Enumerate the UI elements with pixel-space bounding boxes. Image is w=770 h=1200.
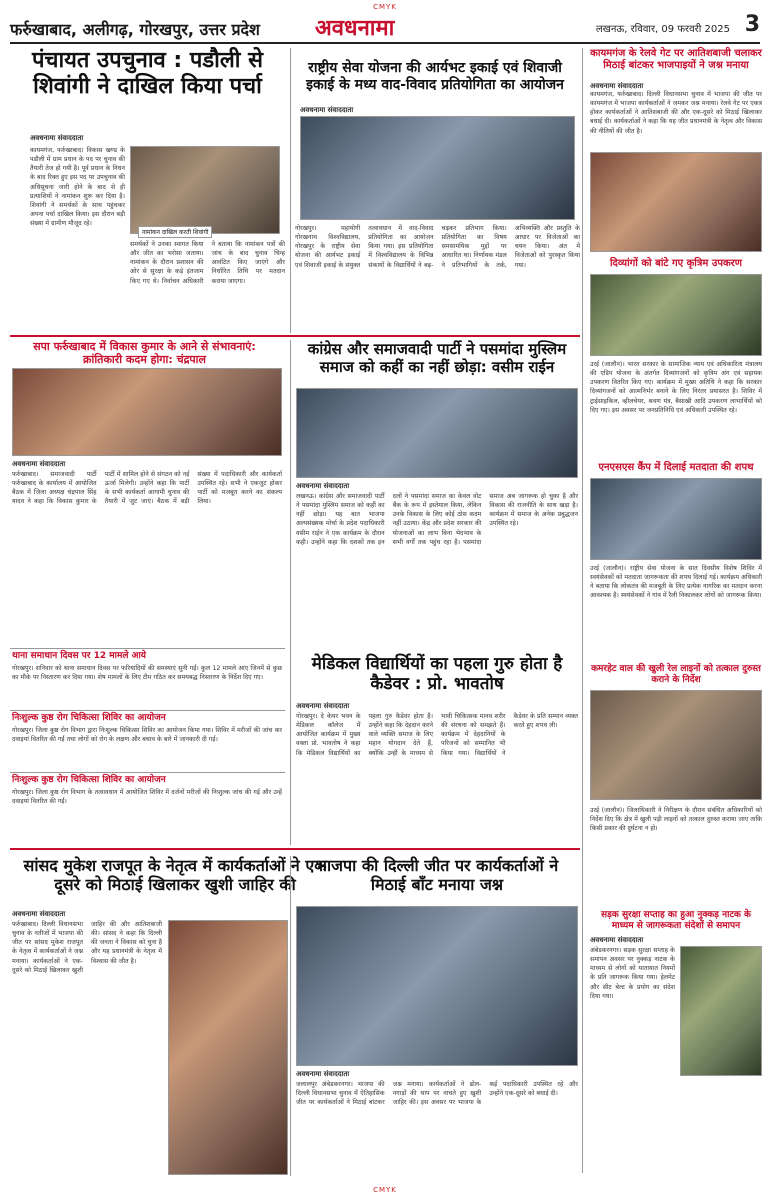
byline-a13: अवधनामा संवाददाता [12, 910, 66, 918]
byline-a3: अवधनामा संवाददाता [590, 82, 644, 90]
article-a15-text: अंबेडकरनगर। सड़क सुरक्षा सप्ताह के समापन अवसर पर नुक्कड़ नाटक के माध्यम से लोगों को यातायात नियमों के प्रति जागरूक किया गया। हेलमेट और सीट बेल्ट के प्रयोग का संदेश दिया गया। [590, 947, 675, 1000]
column-divider [290, 48, 291, 333]
headline-a7: एनएसएस कैंप में दिलाई मतदाता की शपथ [598, 462, 754, 473]
article-a3-text: कायमगंज, फर्रुखाबाद। दिल्ली विधानसभा चुनाव में भाजपा की जीत पर कायमगंज में भाजपा कार्यकर्ताओं ने जमकर जश्न मनाया। रेलवे गेट पर एकत्र होकर कार्यकर्ताओं ने आतिशबाजी की और एक-दूसरे को मिठाई खिलाकर बधाई दी। कार्यकर्ताओं ने कहा कि यह जीत प्रधानमंत्री के नेतृत्व और विकास की नीतियों की जीत है। [590, 91, 762, 135]
article-a14-photo [296, 906, 578, 1066]
byline-a15: अवधनामा संवाददाता [590, 936, 644, 944]
section-divider [10, 335, 580, 337]
article-a4-text: उरई (जालौन)। भारत सरकार के सामाजिक न्याय एवं अधिकारिता मंत्रालय की एडिप योजना के अंतर्गत दिव्यांगजनों को कृत्रिम अंग एवं सहायक उपकरण वितरित किए गए। कार्यक्रम में मुख्य अतिथि ने कहा कि सरकार दिव्यांगजनों को आत्मनिर्भर बनाने के लिए निरंतर प्रयासरत है। शिविर में ट्राईसाइकिल, व्हीलचेयर, श्रवण यंत्र, बैसाखी आदि उपकरण लाभार्थियों को दिए गए। इस अवसर पर जनप्रतिनिधि एवं अधिकारी उपस्थित रहे। [590, 361, 762, 414]
headline-a6: कांग्रेस और समाजवादी पार्टी ने पसमांदा मुस्लिम समाज को कहीं का नहीं छोड़ा: वसीम राईन [307, 340, 567, 376]
article-a12-text: उरई (जालौन)। जिलाधिकारी ने निरीक्षण के दौरान संबंधित अधिकारियों को निर्देश दिए कि क्षेत्र में खुली पड़ी लाइनों को तत्काल दुरुस्त कराया जाए ताकि किसी प्रकार की दुर्घटना न हो। [590, 807, 762, 833]
page-number: 3 [744, 12, 760, 37]
article-a2-text: गोरखपुर। महायोगी गोरखनाथ विश्वविद्यालय, गोरखपुर के राष्ट्रीय सेवा योजना की आर्यभट इकाई एवं शिवाजी इकाई के संयुक्त तत्वावधान में वाद-विवाद प्रतियोगिता का आयोजन किया गया। इस प्रतियोगिता में विश्वविद्यालय के विभिन्न संकायों के विद्यार्थियों ने बढ़-चढ़कर प्रतिभाग किया। प्रतियोगिता का विषय समसामयिक मुद्दों पर आधारित था। निर्णायक मंडल ने प्रतिभागियों के तर्क, अभिव्यक्ति और प्रस्तुति के आधार पर विजेताओं का चयन किया। अंत में विजेताओं को पुरस्कृत किया गया। [295, 225, 580, 269]
article-a7-photo [590, 478, 762, 560]
article-a14-text: जलालपुर अंबेडकरनगर। भाजपा की दिल्ली विधानसभा चुनाव में ऐतिहासिक जीत पर कार्यकर्ताओं ने मिठाई बांटकर जश्न मनाया। कार्यकर्ताओं ने ढोल-नगाड़ों की थाप पर नाचते हुए खुशी जाहिर की। इस अवसर पर भाजपा के कई पदाधिकारी उपस्थित रहे और उन्होंने एक-दूसरे को बधाई दी। [296, 1081, 578, 1107]
headline-a2: राष्ट्रीय सेवा योजना की आर्यभट इकाई एवं शिवाजी इकाई के मध्य वाद-विवाद प्रतियोगिता का आयोजन [306, 60, 564, 93]
article-a3-photo [590, 152, 762, 252]
article-a11-text: गोरखपुर। जिला कुष्ठ रोग विभाग के तत्वावधान में आयोजित शिविर में दर्जनों मरीजों की निःशुल्क जांच की गई और उन्हें दवाइयां वितरित की गईं। [12, 789, 282, 806]
article-a1-photo [130, 146, 280, 234]
headline-a12: कमरहेट वाल की खुली रेल लाइनों को तत्काल दुरुस्त कराने के निर्देश [591, 664, 761, 685]
article-a7-text: उरई (जालौन)। राष्ट्रीय सेवा योजना के सात दिवसीय विशेष शिविर में स्वयंसेवकों को मतदाता जागरूकता की शपथ दिलाई गई। कार्यक्रम अधिकारी ने बताया कि लोकतंत्र की मजबूती के लिए प्रत्येक नागरिक का मतदान करना आवश्यक है। स्वयंसेवकों ने गांव में रैली निकालकर लोगों को जागरूक किया। [590, 565, 762, 600]
headline-a9: निःशुल्क कुष्ठ रोग चिकित्सा शिविर का आयोजन [12, 713, 166, 723]
headline-a5: सपा फर्रुखाबाद में विकास कुमार के आने से संभावनाएं: क्रांतिकारी कदम होगा: चंद्रपाल [33, 340, 256, 367]
section-divider [10, 772, 285, 773]
headline-a15: सड़क सुरक्षा सप्ताह का हुआ नुक्कड़ नाटक के माध्यम से जागरूकता संदेशों से समापन [601, 910, 751, 931]
masthead-cities: फर्रुखाबाद, अलीगढ़, गोरखपुर, उत्तर प्रदेश [10, 20, 260, 39]
byline-a14: अवधनामा संवाददाता [296, 1070, 350, 1078]
article-a6-photo [296, 388, 578, 478]
article-a9-text: गोरखपुर। जिला कुष्ठ रोग विभाग द्वारा निःशुल्क चिकित्सा शिविर का आयोजन किया गया। शिविर में मरीजों की जांच कर दवाइयां वितरित की गईं तथा लोगों को रोग के लक्षण और बचाव के बारे में जानकारी दी गई। [12, 727, 282, 744]
print-mark-top: CMYK [373, 3, 397, 11]
section-divider [10, 710, 285, 711]
article-a1-text-right: समर्थकों ने उनका स्वागत किया और जीत का भरोसा जताया। नामांकन के दौरान प्रशासन की ओर से सुरक्षा के कड़े इंतजाम किए गए थे। निर्वाचन अधिकारी ने बताया कि नामांकन पत्रों की जांच के बाद चुनाव चिन्ह आवंटित किए जाएंगे और निर्धारित तिथि पर मतदान कराया जाएगा। [130, 241, 285, 285]
headline-a13: सांसद मुकेश राजपूत के नेतृत्व में कार्यकर्ताओं ने एक दूसरे को मिठाई खिलाकर खुशी जाहिर की [23, 856, 327, 895]
byline-a1: अवधनामा संवाददाता [30, 134, 84, 142]
article-a4-photo [590, 274, 762, 356]
article-a8-text: गोरखपुर। शनिवार को थाना समाधान दिवस पर फरियादियों की समस्याएं सुनी गईं। कुल 12 मामले आए जिनमें से कुछ का मौके पर निस्तारण कर दिया गया। शेष मामलों के लिए टीम गठित कर समयबद्ध निस्तारण के निर्देश दिए गए। [12, 665, 282, 682]
article-a2-photo [300, 116, 575, 220]
article-a12-photo [590, 690, 762, 800]
article-a5-text: फर्रुखाबाद। समाजवादी पार्टी फर्रुखाबाद के कार्यालय में आयोजित बैठक में जिला अध्यक्ष चंद्रपाल सिंह यादव ने कहा कि विकास कुमार के पार्टी में शामिल होने से संगठन को नई ऊर्जा मिलेगी। उन्होंने कहा कि पार्टी के सभी कार्यकर्ता आगामी चुनाव की तैयारी में जुट जाएं। बैठक में बड़ी संख्या में पदाधिकारी और कार्यकर्ता उपस्थित रहे। सभी ने एकजुट होकर पार्टी को मजबूत करने का संकल्प लिया। [12, 471, 282, 506]
byline-a2: अवधनामा संवाददाता [300, 106, 354, 114]
headline-a11: निःशुल्क कुष्ठ रोग चिकित्सा शिविर का आयोजन [12, 775, 166, 785]
masthead [10, 12, 760, 44]
photo-caption-a1: नामांकन दाखिल करती शिवांगी [138, 226, 212, 238]
section-divider [10, 648, 285, 649]
article-a15-photo [680, 946, 762, 1076]
headline-a10: मेडिकल विद्यार्थियों का पहला गुरु होता है कैडेवर : प्रो. भावतोष [311, 654, 563, 695]
headline-a8: थाना समाधान दिवस पर 12 मामले आये [12, 651, 146, 661]
article-a13-photo [168, 920, 288, 1175]
column-divider [290, 340, 291, 845]
masthead-date: लखनऊ, रविवार, 09 फरवरी 2025 [595, 24, 730, 35]
headline-a1: पंचायत उपचुनाव : पडौली से शिवांगी ने दाखिल किया पर्चा [31, 48, 263, 100]
byline-a5: अवधनामा संवाददाता [12, 460, 66, 468]
headline-a4: दिव्यांगों को बांटे गए कृत्रिम उपकरण [609, 258, 743, 269]
headline-a3: कायमगंज के रेलवे गेट पर आतिशबाजी चलाकर मिठाई बांटकर भाजपाइयों ने जश्न मनाया [590, 48, 762, 71]
newspaper-logo: अवधनामा [315, 15, 395, 41]
article-a5-photo [12, 368, 282, 456]
article-a1-text-left: कायमगंज, फर्रुखाबाद। विकास खण्ड के पडौली में ग्राम प्रधान के पद पर चुनाव की तैयारी तेज हो गयी है। पूर्व प्रधान के निधन के बाद रिक्त हुए इस पद पर उपचुनाव की अधिसूचना जारी होने के बाद से ही प्रत्याशियों ने नामांकन शुरू कर दिया है। शिवांगी ने समर्थकों के साथ पहुंचकर अपना पर्चा दाखिल किया। इस दौरान बड़ी संख्या में ग्रामीण मौजूद रहे। [30, 147, 125, 227]
section-divider [10, 848, 580, 850]
article-a6-text: लखनऊ। कांग्रेस और समाजवादी पार्टी ने पसमांदा मुस्लिम समाज को कहीं का नहीं छोड़ा। यह बात भाजपा अल्पसंख्यक मोर्चा के प्रदेश पदाधिकारी वसीम राईन ने एक कार्यक्रम के दौरान कही। उन्होंने कहा कि दशकों तक इन दलों ने पसमांदा समाज का केवल वोट बैंक के रूप में इस्तेमाल किया, लेकिन उनके विकास के लिए कोई ठोस कदम नहीं उठाया। केंद्र और प्रदेश सरकार की योजनाओं का लाभ बिना भेदभाव के सभी वर्गों तक पहुंच रहा है। पसमांदा समाज अब जागरूक हो चुका है और विकास की राजनीति के साथ खड़ा है। कार्यक्रम में समाज के अनेक प्रबुद्धजन उपस्थित रहे। [296, 493, 578, 546]
byline-a10: अवधनामा संवाददाता [296, 702, 350, 710]
headline-a14: भाजपा की दिल्ली जीत पर कार्यकर्ताओं ने मिठाई बाँट मनाया जश्न [315, 856, 559, 895]
column-divider [290, 856, 291, 1176]
article-a13-text: फर्रुखाबाद। दिल्ली विधानसभा चुनाव के नतीजों में भाजपा की जीत पर सांसद मुकेश राजपूत के नेतृत्व में कार्यकर्ताओं ने जश्न मनाया। कार्यकर्ताओं ने एक-दूसरे को मिठाई खिलाकर खुशी जाहिर की और आतिशबाजी की। सांसद ने कहा कि दिल्ली की जनता ने विकास को चुना है और यह प्रधानमंत्री के नेतृत्व में विश्वास की जीत है। [12, 921, 162, 974]
print-mark-bottom: CMYK [373, 1186, 397, 1194]
column-divider [582, 48, 583, 1173]
article-a10-text: गोरखपुर। दे केयर भवन के मेडिकल कॉलेज में आयोजित कार्यक्रम में मुख्य वक्ता प्रो. भावतोष ने कहा कि मेडिकल विद्यार्थियों का पहला गुरु कैडेवर होता है। उन्होंने कहा कि देहदान करने वाले व्यक्ति समाज के लिए महान योगदान देते हैं, क्योंकि उन्हीं के माध्यम से भावी चिकित्सक मानव शरीर की संरचना को समझते हैं। कार्यक्रम में देहदानियों के परिजनों को सम्मानित भी किया गया। विद्यार्थियों ने कैडेवर के प्रति सम्मान व्यक्त करते हुए शपथ ली। [296, 713, 578, 757]
byline-a6: अवधनामा संवाददाता [296, 482, 350, 490]
